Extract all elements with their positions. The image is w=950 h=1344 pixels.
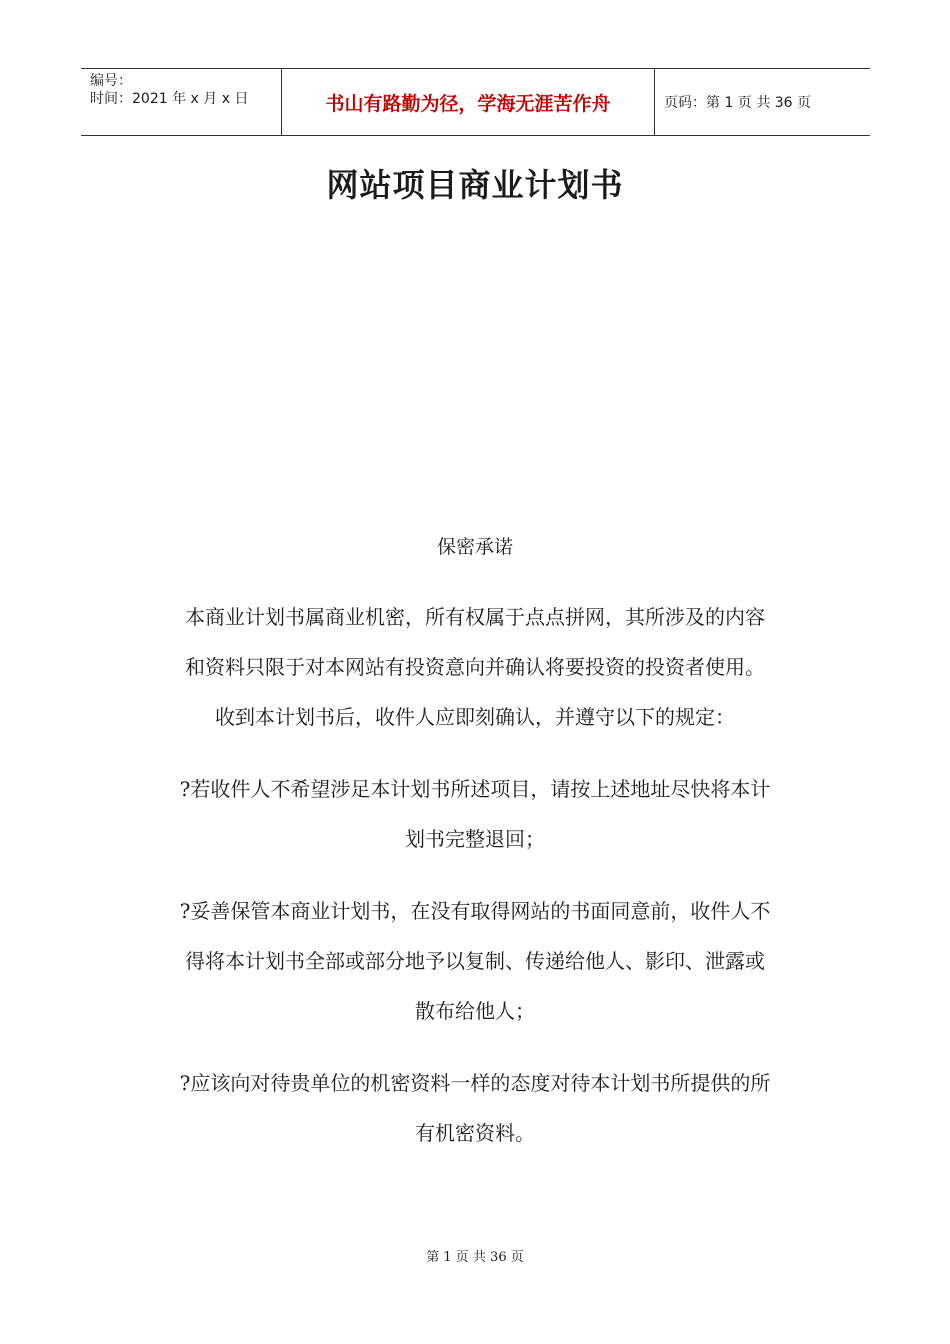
- document-date-label: 时间：2021 年 x 月 x 日: [90, 91, 249, 107]
- header-motto: 书山有路勤为径，学海无涯苦作舟: [325, 92, 611, 115]
- header-motto-cell: [282, 69, 655, 135]
- body-line: 划书完整退回；: [405, 827, 545, 851]
- body-line: 收到本计划书后，收件人应即刻确认，并遵守以下的规定：: [215, 705, 735, 729]
- body-line: 本商业计划书属商业机密，所有权属于点点拼网，其所涉及的内容: [185, 605, 765, 629]
- document-number-label: 编号：: [90, 73, 132, 89]
- body-line: 有机密资料。: [415, 1121, 535, 1145]
- body-line: 散布给他人；: [415, 999, 535, 1023]
- document-title: 网站项目商业计划书: [326, 166, 624, 204]
- body-line: ?应该向对待贵单位的机密资料一样的态度对待本计划书所提供的所: [179, 1071, 771, 1095]
- header-meta-cell: [81, 69, 282, 135]
- header-page-info: 页码：第 1 页 共 36 页: [664, 95, 811, 111]
- body-line: ?妥善保管本商业计划书，在没有取得网站的书面同意前，收件人不: [179, 899, 771, 923]
- body-line: 和资料只限于对本网站有投资意向并确认将要投资的投资者使用。: [185, 655, 765, 679]
- section-heading: 保密承诺: [436, 536, 513, 558]
- header-page-cell: [655, 69, 870, 135]
- page-footer: 第 1 页 共 36 页: [426, 1250, 524, 1265]
- body-line: ?若收件人不希望涉足本计划书所述项目，请按上述地址尽快将本计: [179, 777, 771, 801]
- body-line: 得将本计划书全部或部分地予以复制、传递给他人、影印、泄露或: [185, 949, 765, 973]
- header-table: [81, 68, 870, 136]
